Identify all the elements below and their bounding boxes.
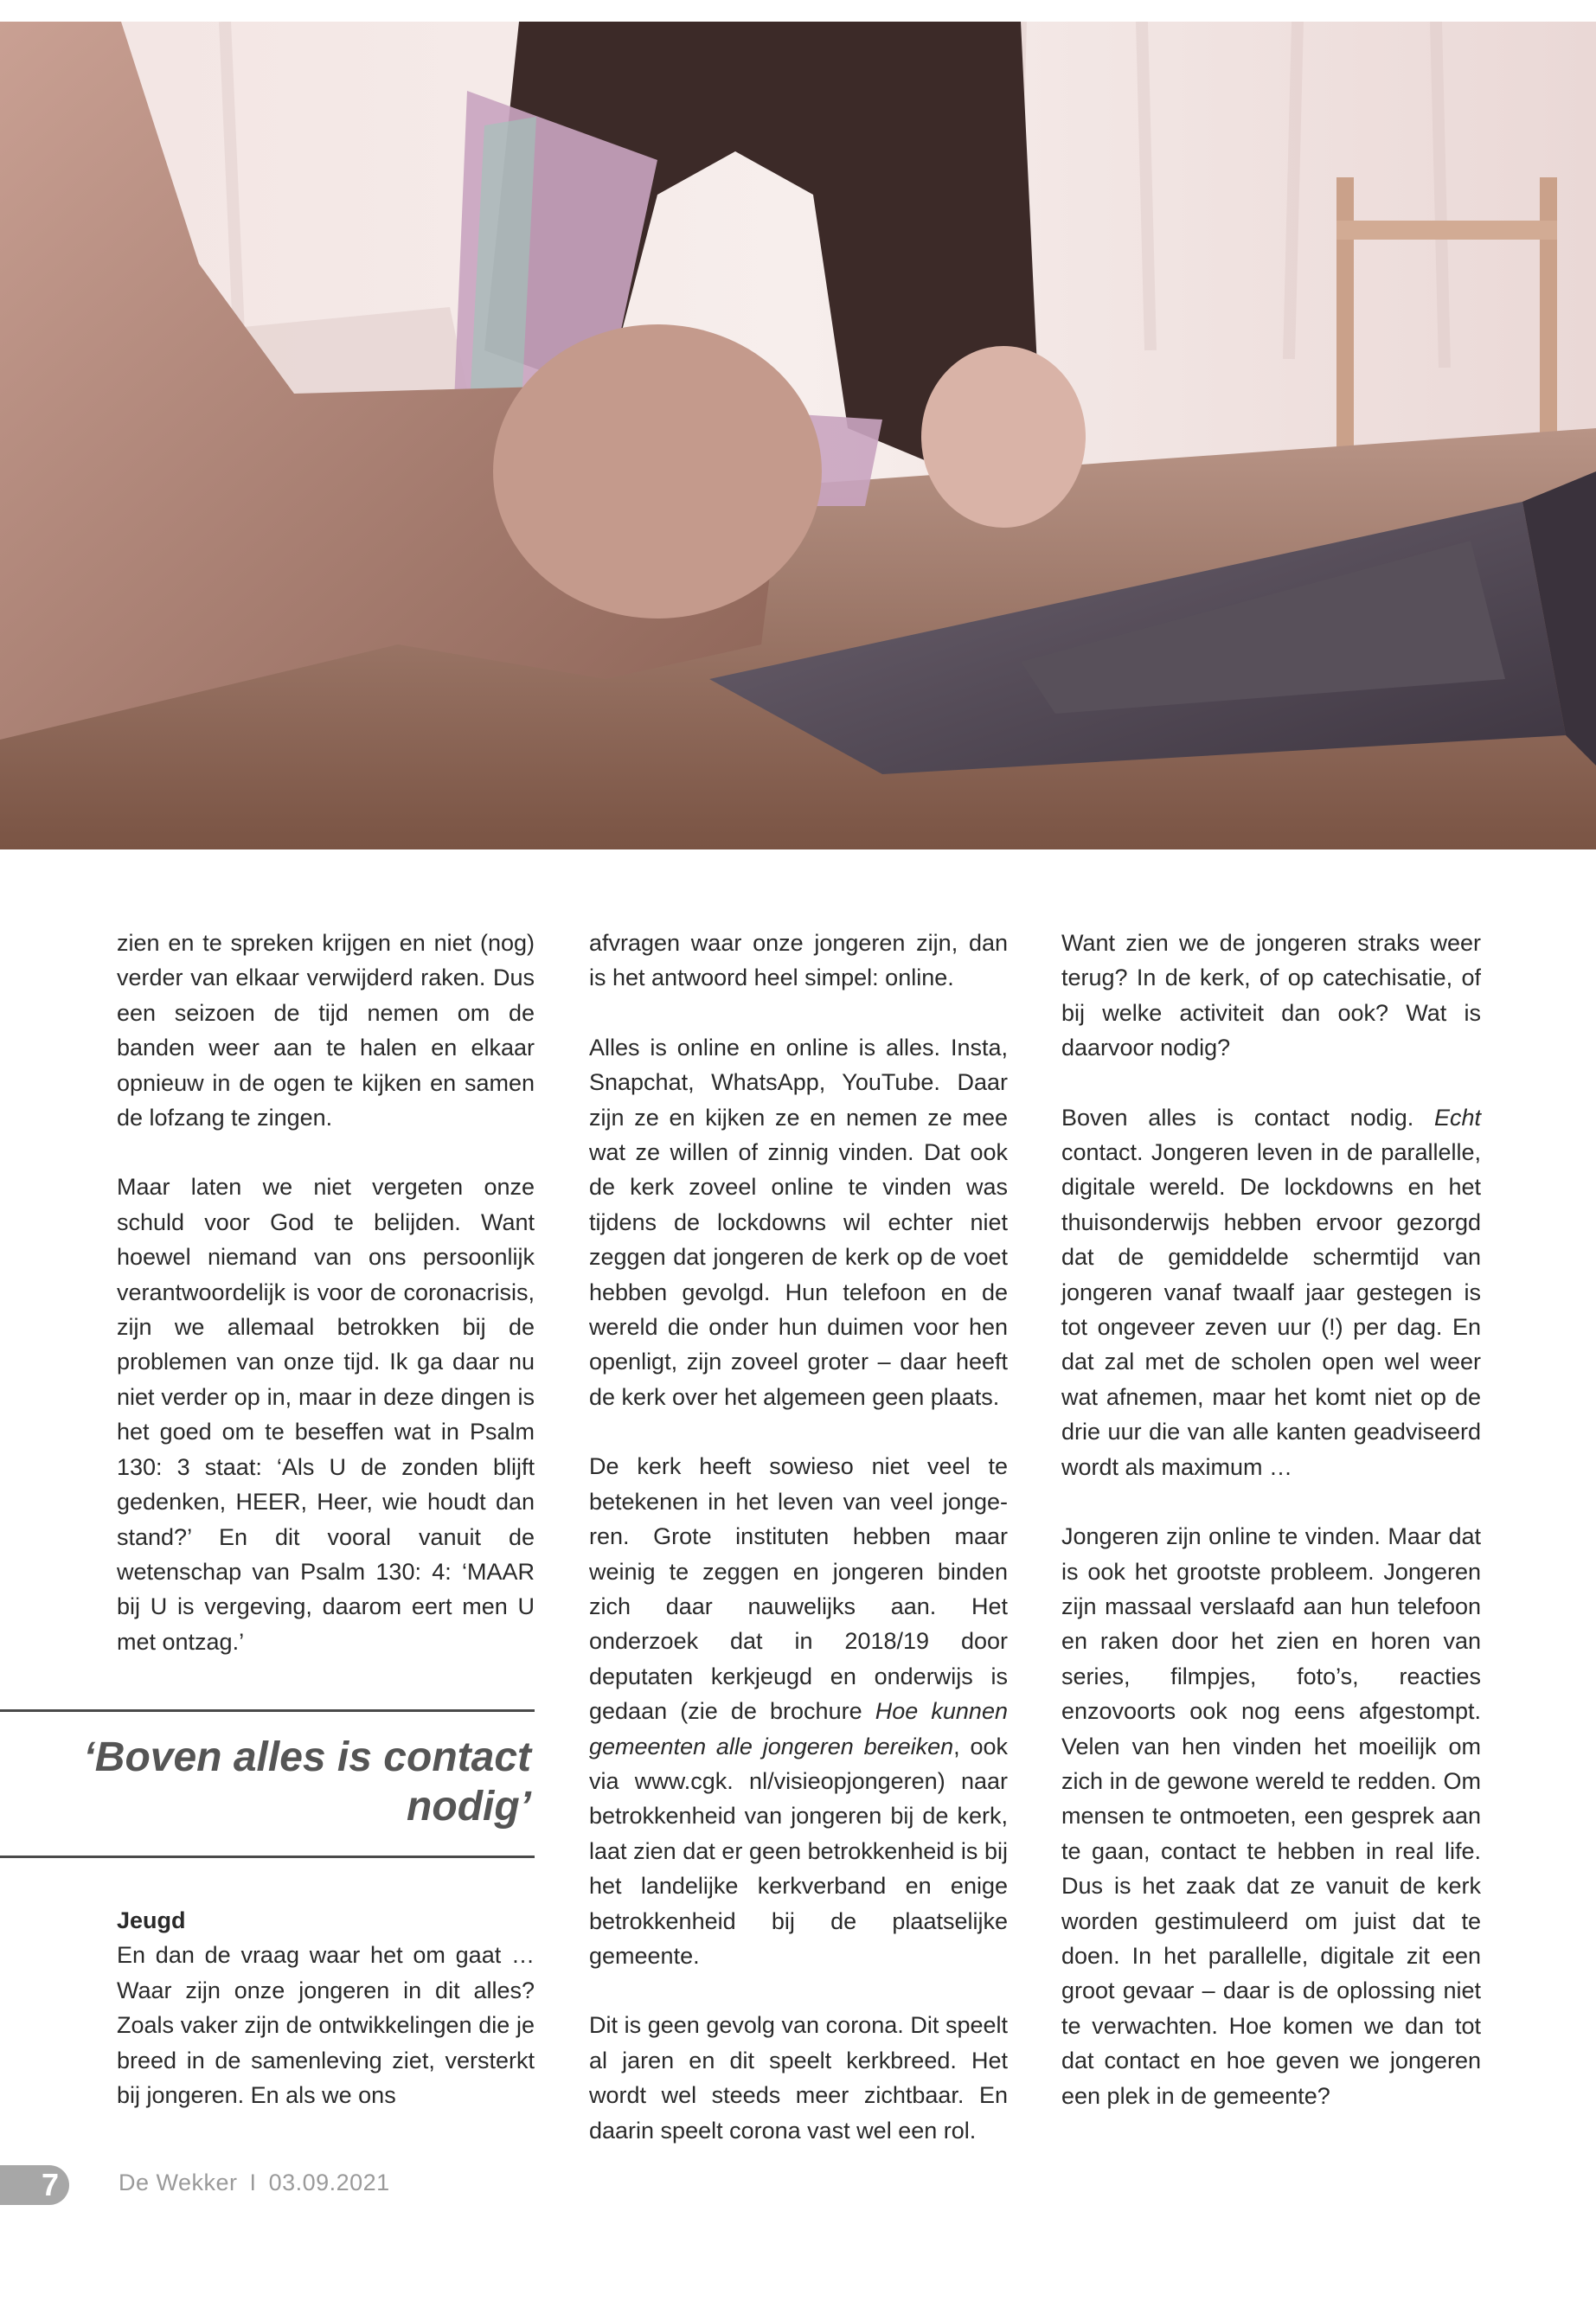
brochure-title: Hoe kunnen gemeenten alle jongeren bereiken [589, 1698, 1008, 1759]
pull-quote [0, 1709, 535, 1858]
paragraph [589, 1449, 1008, 1973]
column-3 [1061, 926, 1481, 2113]
emphasis: Echt [1433, 1104, 1481, 1131]
paragraph [1061, 1100, 1481, 1484]
paragraph: zien en te spreken krijgen en niet (nog) verder van elkaar verwijderd raken. Dus een seizoen de tijd nemen om de banden weer aan te halen en elkaar opnieuw in de ogen te kijken en samen de lofzang te zingen. [117, 930, 535, 1131]
text-run: , ook via www.cgk. nl/visieopjongeren) naar betrokkenheid van jongeren bij de kerk, laat zien dat er geen betrokkenheid is bij het landelijke kerkverband en enige betrokkenheid bij de plaatselijke gemeente. [589, 1733, 1008, 1969]
footer-separator: I [249, 2170, 257, 2195]
pull-quote-text: ‘Boven alles is contact nodig’ [83, 1734, 531, 1830]
paragraph: Alles is online en online is alles. Insta, Snapchat, WhatsApp, YouTube. Daar zijn ze en kijken ze en nemen ze mee wat ze willen of zinnig vinden. Dat ook de kerk zoveel online te vinden was tijdens de lockdowns wil echter niet zeggen dat jongeren de kerk op de voet hebben gevolgd. Hun telefoon en de wereld die onder hun duimen voor hen openligt, zijn zoveel groter – daar heeft de kerk over het algemeen geen plaats. [589, 1034, 1008, 1410]
paragraph: En dan de vraag waar het om gaat … Waar zijn onze jongeren in dit alles? Zoals vaker zijn de ontwikkelingen die je breed in de samenleving ziet, versterkt bij jongeren. En als we ons [117, 1942, 535, 2109]
text-run: contact. Jongeren leven in de parallelle, digitale wereld. De lockdowns en het thuisonderwijs hebben ervoor gezorgd dat de gemiddelde schermtijd van jongeren vanaf twaalf jaar gestegen is tot ongeveer zeven uur (!) per dag. En dat zal met de scholen open wel weer wat afnemen, maar het komt niet op de drie uur die van alle kanten geadviseerd wordt als maximum … [1061, 1139, 1481, 1480]
header-photo [0, 22, 1596, 849]
column-1-continued [117, 1903, 535, 2112]
footer [119, 2170, 390, 2196]
publication-name: De Wekker [119, 2170, 238, 2195]
publication-date: 03.09.2021 [268, 2170, 390, 2195]
section-heading: Jeugd [117, 1907, 186, 1933]
paragraph: afvragen waar onze jongeren zijn, dan is het antwoord heel simpel: online. [589, 930, 1008, 991]
text-run: De kerk heeft sowieso niet veel te betekenen in het leven van veel jongeren. Grote instituten hebben maar weinig te zeggen en jongeren binden zich daar nauwelijks aan. Het onderzoek dat in 2018/19 door deputaten kerkjeugd en onderwijs is gedaan (zie de brochure [589, 1453, 1008, 1725]
column-1 [117, 926, 535, 1659]
page-number: 7 [0, 2165, 69, 2205]
column-2 [589, 926, 1008, 2148]
paragraph: Maar laten we niet vergeten onze schuld voor God te belijden. Want hoewel niemand van ons persoonlijk verantwoordelijk is voor de coronacrisis, zijn we allemaal betrokken bij de problemen van onze tijd. Ik ga daar nu niet verder op in, maar in deze dingen is het goed om te beseffen wat in Psalm 130: 3 staat: ‘Als U de zonden blijft gedenken, HEER, Heer, wie houdt dan stand?’ En dit vooral vanuit de wetenschap van Psalm 130: 4: ‘MAAR bij U is vergeving, daarom eert men U met ontzag.’ [117, 1174, 535, 1655]
paragraph: Want zien we de jongeren straks weer terug? In de kerk, of op catechisatie, of bij welke activiteit dan ook? Wat is daarvoor nodig? [1061, 930, 1481, 1061]
praying-hands-laptop-photo [0, 22, 1596, 849]
paragraph: Dit is geen gevolg van corona. Dit speelt al jaren en dit speelt kerkbreed. Het wordt wel steeds meer zichtbaar. En daarin speelt corona vast wel een rol. [589, 2012, 1008, 2144]
text-run: Boven alles is contact nodig. [1061, 1104, 1434, 1131]
paragraph: Jongeren zijn online te vinden. Maar dat is ook het grootste probleem. Jongeren zijn massaal verslaafd aan hun telefoon en raken door het zien en horen van series, filmpjes, foto’s, reacties enzovoorts ook nog eens afgestompt. Velen van hen vinden het moeilijk om zich in de gewone wereld te redden. Om mensen te ontmoeten, een gesprek aan te gaan, contact te hebben in real life. Dus is het zaak dat ze vanuit de kerk worden gestimuleerd om juist dat te doen. In het parallelle, digitale zit een groot gevaar – daar is de oplossing niet te verwachten. Hoe komen we dan tot dat contact en hoe geven we jongeren een plek in de gemeente? [1061, 1523, 1481, 2109]
